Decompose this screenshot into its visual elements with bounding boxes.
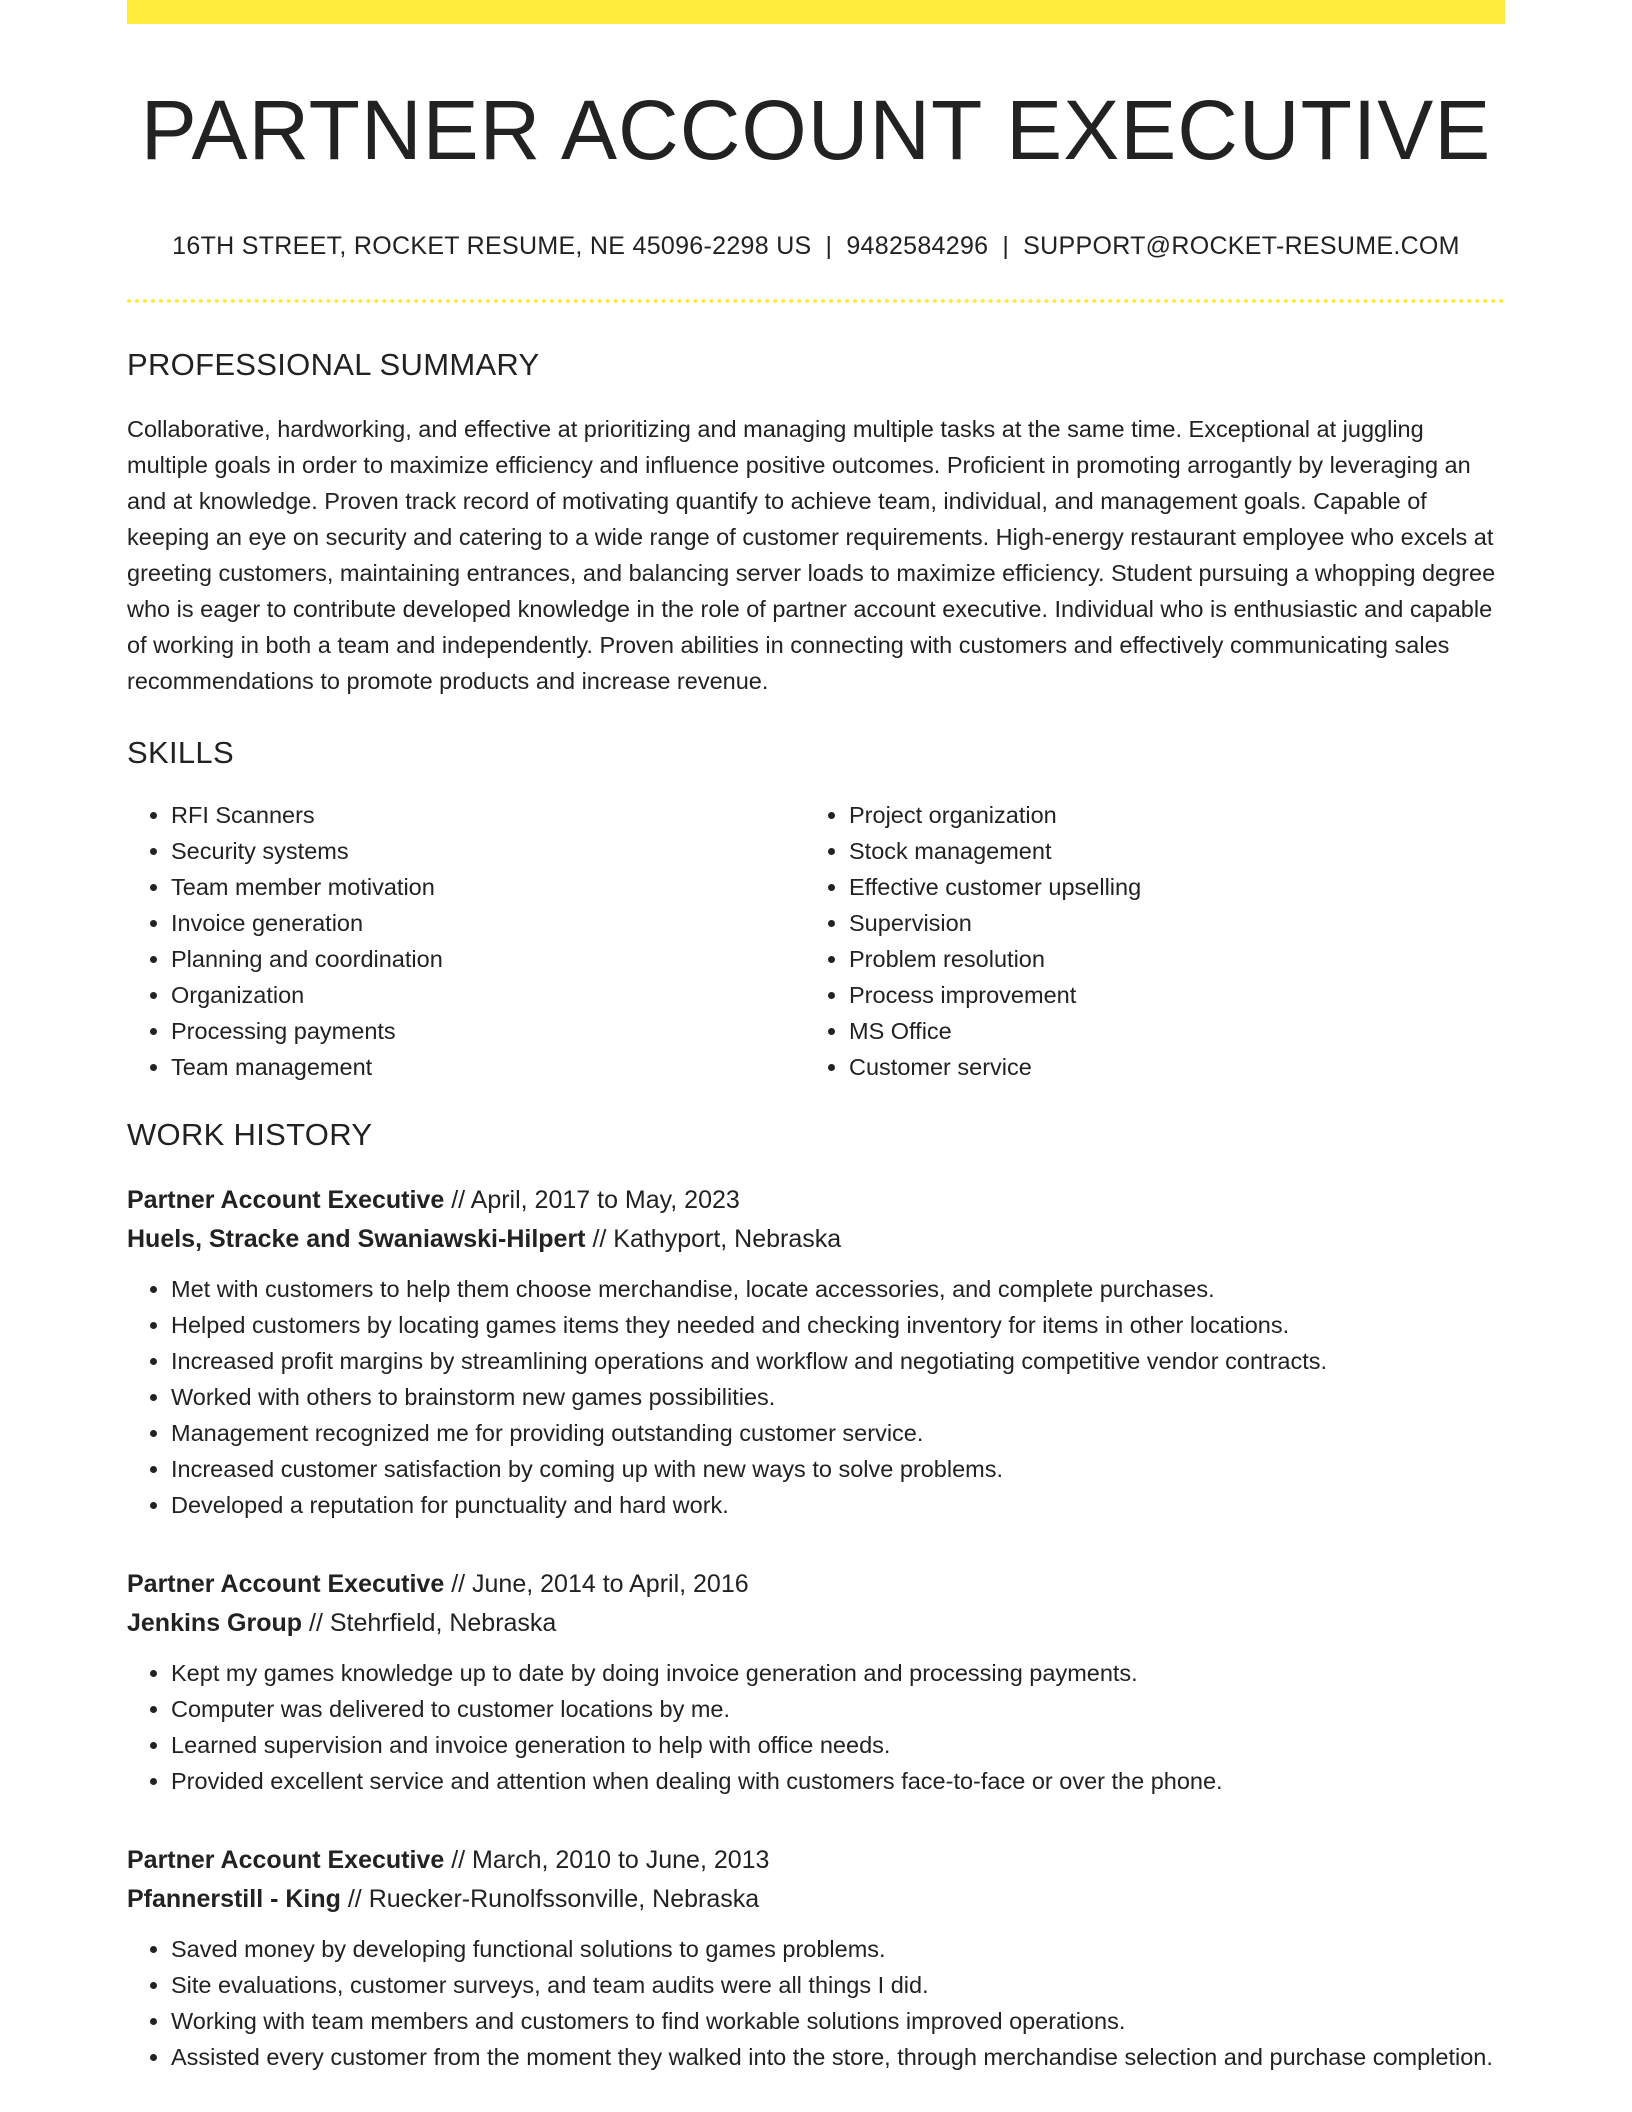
job-company: Huels, Stracke and Swaniawski-Hilpert — [127, 1225, 586, 1254]
skill-item: • RFI Scanners — [171, 797, 805, 833]
skill-item: • Team member motivation — [171, 869, 805, 905]
job-bullet: • Kept my games knowledge up to date by doing invoice generation and processing payments. — [171, 1655, 1505, 1691]
job-bullet: • Learned supervision and invoice generation to help with office needs. — [171, 1727, 1505, 1763]
contact-separator: | — [1002, 232, 1010, 261]
job-entry — [127, 1841, 1505, 2075]
job-bullet: • Developed a reputation for punctuality and hard work. — [171, 1487, 1505, 1523]
job-role: Partner Account Executive — [127, 1846, 445, 1875]
job-role-line — [127, 1181, 1505, 1220]
job-dates: // March, 2010 to June, 2013 — [444, 1846, 770, 1875]
work-history-heading: WORK HISTORY — [127, 1117, 373, 1153]
skills-list-right — [805, 797, 1483, 1085]
job-dates: // April, 2017 to May, 2023 — [444, 1186, 740, 1215]
summary-text: Collaborative, hardworking, and effective at prioritizing and managing multiple tasks at the same time. Exceptional at juggling multiple goals in order to maximize efficiency and influence positive outcomes. Proficient in promoting arrogantly by leveraging an and at knowledge. Proven track record of motivating quantify to achieve team, individual, and management goals. Capable of keeping an eye on security and catering to a wide range of customer requirements. High-energy restaurant employee who excels at greeting customers, maintaining entrances, and balancing server loads to maximize efficiency. Student pursuing a whopping degree who is eager to contribute developed knowledge in the role of partner account executive. Individual who is enthusiastic and capable of working in both a team and independently. Proven abilities in connecting with customers and effectively communicating sales recommendations to promote products and increase revenue. — [127, 416, 1496, 695]
job-bullet: • Met with customers to help them choose merchandise, locate accessories, and complete purchases. — [171, 1271, 1505, 1307]
job-bullet: • Saved money by developing functional solutions to games problems. — [171, 1931, 1505, 1967]
job-bullet: • Site evaluations, customer surveys, and team audits were all things I did. — [171, 1967, 1505, 2003]
summary-heading: PROFESSIONAL SUMMARY — [127, 347, 540, 383]
job-bullet: • Worked with others to brainstorm new games possibilities. — [171, 1379, 1505, 1415]
skill-item: • Project organization — [849, 797, 1483, 833]
skills-heading: SKILLS — [127, 735, 234, 771]
job-role: Partner Account Executive — [127, 1186, 445, 1215]
job-entry — [127, 1565, 1505, 1799]
skill-item: • Processing payments — [171, 1013, 805, 1049]
job-bullet: • Assisted every customer from the moment they walked into the store, through merchandise selection and purchase completion. — [171, 2039, 1505, 2075]
skills-list-left — [127, 797, 805, 1085]
job-bullet: • Computer was delivered to customer locations by me. — [171, 1691, 1505, 1727]
job-role-line — [127, 1841, 1505, 1880]
skill-item: • Stock management — [849, 833, 1483, 869]
accent-top-bar — [127, 0, 1505, 24]
skill-item: • Invoice generation — [171, 905, 805, 941]
job-company: Jenkins Group — [127, 1609, 303, 1638]
skill-item: • Security systems — [171, 833, 805, 869]
job-location: // Kathyport, Nebraska — [585, 1225, 842, 1254]
skill-item: • MS Office — [849, 1013, 1483, 1049]
phone-text: 9482584296 — [846, 232, 989, 261]
job-dates: // June, 2014 to April, 2016 — [444, 1570, 749, 1599]
job-bullet: • Increased profit margins by streamlining operations and workflow and negotiating competitive vendor contracts. — [171, 1343, 1505, 1379]
skills-columns — [127, 797, 1505, 1085]
job-bullet: • Helped customers by locating games items they needed and checking inventory for items in other locations. — [171, 1307, 1505, 1343]
skill-item: • Team management — [171, 1049, 805, 1085]
skill-item: • Organization — [171, 977, 805, 1013]
job-bullets — [127, 1655, 1505, 1799]
job-company-line — [127, 1604, 1505, 1643]
dotted-divider — [127, 299, 1505, 303]
contact-separator: | — [825, 232, 833, 261]
contact-line — [127, 232, 1505, 261]
job-bullets — [127, 1931, 1505, 2075]
skill-item: • Supervision — [849, 905, 1483, 941]
job-bullet: • Increased customer satisfaction by coming up with new ways to solve problems. — [171, 1451, 1505, 1487]
page-title: PARTNER ACCOUNT EXECUTIVE — [140, 83, 1492, 177]
skill-item: • Problem resolution — [849, 941, 1483, 977]
job-company-line — [127, 1220, 1505, 1259]
resume-page — [127, 0, 1505, 2075]
skill-item: • Process improvement — [849, 977, 1483, 1013]
job-bullet: • Provided excellent service and attention when dealing with customers face-to-face or over the phone. — [171, 1763, 1505, 1799]
skill-item: • Planning and coordination — [171, 941, 805, 977]
skill-item: • Effective customer upselling — [849, 869, 1483, 905]
job-location: // Ruecker-Runolfssonville, Nebraska — [340, 1885, 760, 1914]
job-bullet: • Management recognized me for providing outstanding customer service. — [171, 1415, 1505, 1451]
job-company-line — [127, 1880, 1505, 1919]
job-entry — [127, 1181, 1505, 1523]
job-bullet: • Working with team members and customers to find workable solutions improved operations. — [171, 2003, 1505, 2039]
address-text: 16TH STREET, ROCKET RESUME, NE 45096-2298 US — [172, 232, 812, 261]
job-company: Pfannerstill - King — [127, 1885, 341, 1914]
skill-item: • Customer service — [849, 1049, 1483, 1085]
job-role: Partner Account Executive — [127, 1570, 445, 1599]
email-link[interactable]: SUPPORT@ROCKET-RESUME.COM — [1023, 232, 1460, 261]
job-location: // Stehrfield, Nebraska — [302, 1609, 557, 1638]
job-bullets — [127, 1271, 1505, 1523]
job-role-line — [127, 1565, 1505, 1604]
